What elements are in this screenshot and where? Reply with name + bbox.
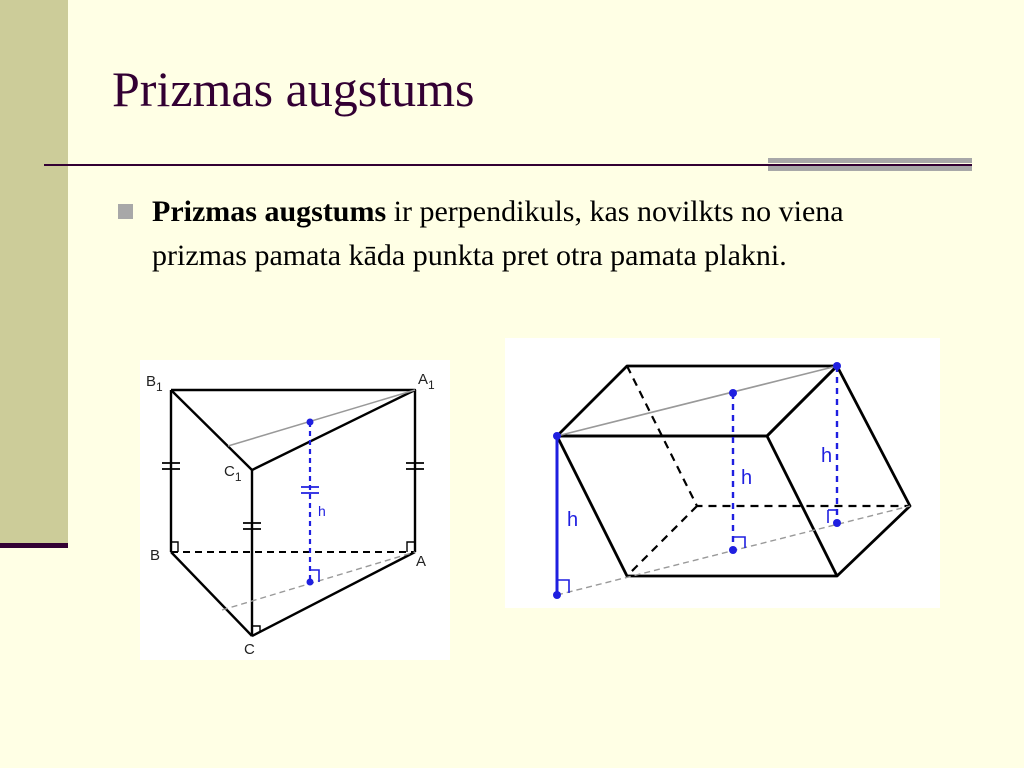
label-h-right: h — [821, 445, 833, 467]
label-h-middle: h — [741, 467, 753, 489]
sidebar-underline — [0, 543, 68, 548]
svg-text:A1: $A_1$ — [418, 371, 435, 392]
parallelepiped-figure — [505, 338, 940, 608]
triangular-prism-drawing — [140, 360, 450, 660]
definition-text: ir perpendikuls, kas novilkts no viena prizmas pamata kāda punkta pret otra pamata plakni. — [152, 195, 844, 272]
label-h-left: h — [567, 509, 579, 531]
label-a: A — [416, 553, 427, 570]
slide-title: Prizmas augstums — [112, 61, 475, 117]
svg-text:C1: $C_1$ — [224, 463, 242, 484]
label-c: C — [244, 641, 255, 658]
divider-accent — [768, 158, 972, 178]
bullet-square-icon — [118, 204, 133, 219]
definition-paragraph — [152, 190, 942, 278]
svg-text:B1: $B_1$ — [146, 373, 163, 394]
definition-term: Prizmas augstums — [152, 195, 387, 228]
parallelepiped-drawing — [505, 338, 940, 608]
triangular-prism-figure — [140, 360, 450, 660]
left-sidebar-band — [0, 0, 68, 545]
label-b: B — [150, 547, 161, 564]
label-h: h — [318, 503, 326, 519]
